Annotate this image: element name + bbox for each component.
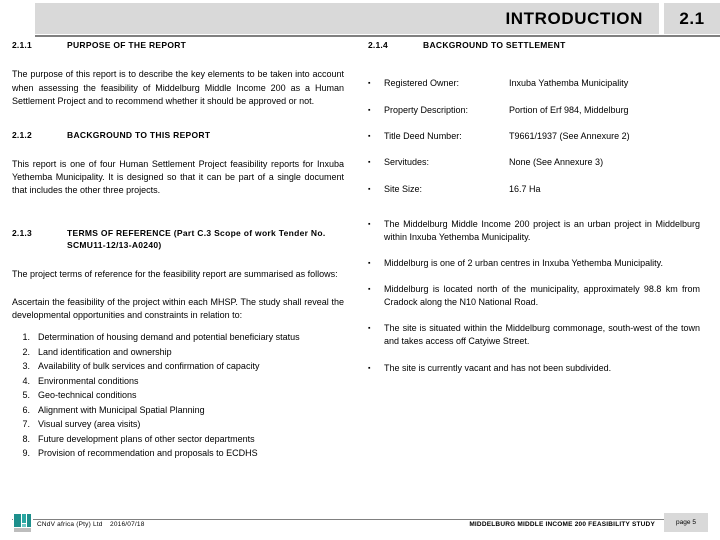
footer-date: 2016/07/18 bbox=[110, 521, 145, 528]
list-item-text: Geo-technical conditions bbox=[38, 390, 137, 401]
property-row bbox=[368, 183, 700, 196]
section-heading-2-1-3 bbox=[12, 228, 344, 251]
bullet-icon: ▪ bbox=[368, 159, 371, 167]
section-2-1-2-number: 2.1.2 bbox=[12, 129, 32, 140]
section-2-1-3-title: TERMS OF REFERENCE (Part C.3 Scope of work Tender No. SCMU11-12/13-A0240) bbox=[67, 228, 326, 250]
list-item-text: Environmental conditions bbox=[38, 375, 139, 386]
property-row bbox=[368, 130, 700, 143]
logo-bar-left bbox=[14, 514, 21, 527]
property-value: Portion of Erf 984, Middelburg bbox=[509, 104, 629, 115]
right-column bbox=[368, 40, 700, 388]
section-heading-2-1-1 bbox=[12, 40, 344, 51]
footer-document-title: MIDDELBURG MIDDLE INCOME 200 FEASIBILITY STUDY bbox=[469, 521, 655, 528]
terms-of-reference-list bbox=[12, 331, 344, 461]
property-label: Registered Owner: bbox=[384, 78, 460, 89]
list-item-number: 5. bbox=[22, 390, 30, 401]
list-item-number: 6. bbox=[22, 404, 30, 415]
header-title-band bbox=[35, 3, 659, 34]
property-value: 16.7 Ha bbox=[509, 183, 541, 194]
property-value: None (See Annexure 3) bbox=[509, 157, 604, 168]
property-value: T9661/1937 (See Annexure 2) bbox=[509, 131, 630, 142]
list-item bbox=[12, 360, 344, 374]
section-heading-2-1-2 bbox=[12, 130, 344, 141]
list-item-text: Land identification and ownership bbox=[38, 346, 172, 357]
spacer bbox=[12, 53, 344, 68]
spacer bbox=[12, 219, 344, 228]
list-item-text: Determination of housing demand and potential beneficiary status bbox=[38, 332, 300, 343]
list-item bbox=[12, 404, 344, 418]
list-item-number: 3. bbox=[22, 361, 30, 372]
property-label: Title Deed Number: bbox=[384, 131, 462, 142]
list-item bbox=[12, 346, 344, 360]
section-2-1-1-body: The purpose of this report is to describe the key elements to be taken into account when assessing the feasibility of Middelburg Middle Income 200 as a Human Settlement Project and to recommend whether it should be approved or not. bbox=[12, 69, 344, 106]
bullet-icon: ▪ bbox=[368, 185, 371, 193]
section-2-1-3-intro: The project terms of reference for the feasibility report are summarised as follows: bbox=[12, 269, 338, 280]
bullet-icon: ▪ bbox=[368, 286, 371, 294]
statement-bullet bbox=[368, 218, 700, 244]
list-item-text: Visual survey (area visits) bbox=[38, 419, 141, 430]
section-2-1-3-number: 2.1.3 bbox=[12, 228, 32, 239]
bullet-icon: ▪ bbox=[368, 325, 371, 333]
bullet-icon: ▪ bbox=[368, 80, 371, 88]
cndv-africa-logo-icon bbox=[13, 513, 33, 533]
list-item-number: 9. bbox=[22, 448, 30, 459]
section-heading-2-1-4 bbox=[368, 40, 700, 51]
section-number: 2.1 bbox=[679, 8, 705, 28]
statement-text: The Middelburg Middle Income 200 project is an urban project in Middelburg within Inxuba Yethemba Municipality. bbox=[384, 218, 700, 242]
logo-accent bbox=[22, 524, 26, 527]
property-label: Property Description: bbox=[384, 104, 469, 115]
spacer bbox=[12, 197, 344, 219]
spacer bbox=[368, 68, 700, 77]
list-item-number: 7. bbox=[22, 419, 30, 430]
logo-bar-middle bbox=[22, 514, 26, 523]
section-2-1-1-number: 2.1.1 bbox=[12, 40, 32, 50]
list-item-number: 8. bbox=[22, 433, 30, 444]
section-2-1-2-body: This report is one of four Human Settlement Project feasibility reports for Inxuba Yethemba Municipality. It is designed so that it can be part of a single document that includes the other three projects. bbox=[12, 159, 344, 196]
bullet-icon: ▪ bbox=[368, 133, 371, 141]
spacer bbox=[368, 53, 700, 68]
list-item-text: Future development plans of other sector departments bbox=[38, 433, 255, 444]
list-item bbox=[12, 433, 344, 447]
statement-text: Middelburg is one of 2 urban centres in Inxuba Yethemba Municipality. bbox=[384, 258, 664, 269]
property-label: Site Size: bbox=[384, 183, 423, 194]
section-2-1-3-lead: Ascertain the feasibility of the project within each MHSP. The study shall reveal the developmental opportunities and constraints in relation to: bbox=[12, 297, 344, 321]
statement-bullet bbox=[368, 257, 700, 270]
property-row bbox=[368, 77, 700, 90]
spacer bbox=[12, 108, 344, 130]
header-section-number-box bbox=[664, 3, 720, 34]
property-row bbox=[368, 156, 700, 169]
page-title: INTRODUCTION bbox=[505, 8, 643, 28]
list-item-text: Availability of bulk services and confirmation of capacity bbox=[38, 361, 260, 372]
list-item-number: 1. bbox=[22, 332, 30, 343]
spacer bbox=[12, 253, 344, 268]
list-item bbox=[12, 375, 344, 389]
spacer bbox=[368, 209, 700, 218]
statement-bullet bbox=[368, 283, 700, 309]
list-item bbox=[12, 331, 344, 345]
statement-bullet bbox=[368, 322, 700, 348]
logo-base bbox=[14, 528, 31, 532]
logo-bar-right bbox=[27, 514, 31, 527]
bullet-icon: ▪ bbox=[368, 364, 371, 372]
property-row bbox=[368, 104, 700, 117]
statement-text: The site is currently vacant and has not been subdivided. bbox=[384, 362, 612, 373]
property-value: Inxuba Yathemba Municipality bbox=[509, 78, 629, 89]
statement-text: Middelburg is located north of the municipality, approximately 98.8 km from Cradock along the N10 National Road. bbox=[384, 284, 700, 308]
footer-divider bbox=[12, 519, 708, 520]
list-item bbox=[12, 418, 344, 432]
bullet-icon: ▪ bbox=[368, 260, 371, 268]
footer-page-number: page 5 bbox=[664, 513, 708, 532]
spacer bbox=[12, 281, 344, 296]
section-2-1-4-number: 2.1.4 bbox=[368, 40, 388, 50]
spacer bbox=[12, 322, 344, 331]
section-2-1-4-title: BACKGROUND TO SETTLEMENT bbox=[423, 40, 566, 50]
page-header bbox=[35, 3, 720, 34]
property-label: Servitudes: bbox=[384, 157, 430, 168]
list-item-number: 2. bbox=[22, 346, 30, 357]
list-item-text: Alignment with Municipal Spatial Planning bbox=[38, 404, 205, 415]
section-2-1-2-title: BACKGROUND TO THIS REPORT bbox=[67, 129, 211, 140]
statement-bullet bbox=[368, 362, 700, 375]
bullet-icon: ▪ bbox=[368, 220, 371, 228]
header-divider bbox=[35, 35, 720, 37]
left-column bbox=[12, 40, 344, 462]
list-item bbox=[12, 389, 344, 403]
list-item bbox=[12, 447, 344, 461]
spacer bbox=[12, 143, 344, 158]
list-item-number: 4. bbox=[22, 375, 30, 386]
bullet-icon: ▪ bbox=[368, 106, 371, 114]
footer-company-name: CNdV africa (Pty) Ltd bbox=[37, 521, 103, 528]
statement-text: The site is situated within the Middelburg commonage, south-west of the town and takes access off Catyiwe Street. bbox=[384, 323, 700, 347]
list-item-text: Provision of recommendation and proposals to ECDHS bbox=[38, 448, 258, 459]
section-2-1-1-title: PURPOSE OF THE REPORT bbox=[67, 40, 187, 50]
